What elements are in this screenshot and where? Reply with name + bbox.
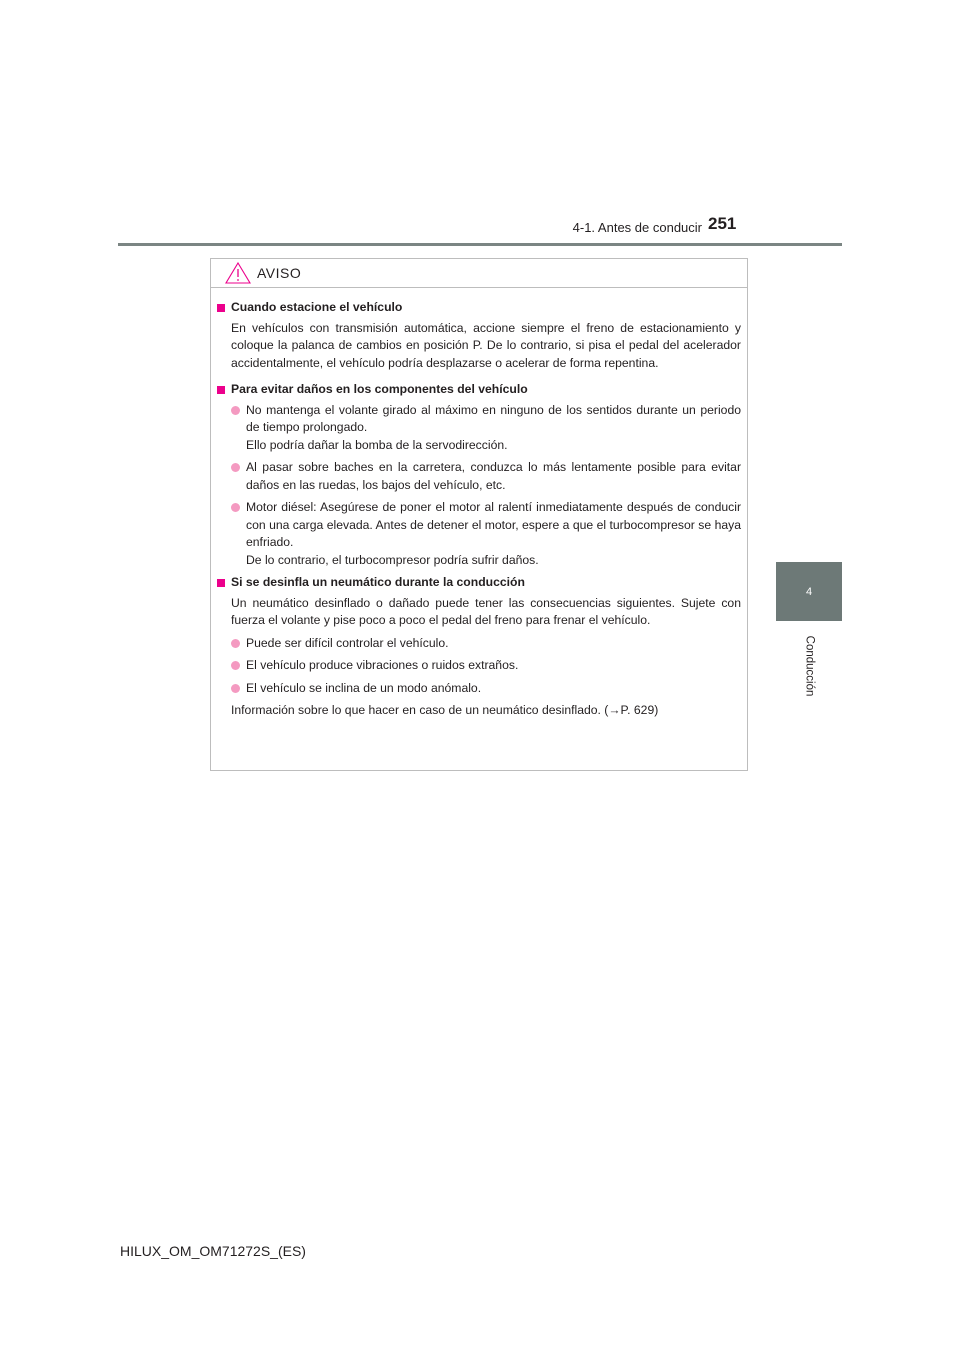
list-item-text: Motor diésel: Asegúrese de poner el motor al ralentí inmediatamente después de conducir con una carga elevada. Antes de detener el motor, espere a que el turbocompresor se haya enfriado. [246,500,741,549]
header-divider [118,243,842,246]
list-item-text: El vehículo produce vibraciones o ruidos extraños. [246,658,519,672]
section-heading [217,381,741,399]
list-item [217,657,741,675]
round-bullet-icon [231,684,240,693]
list-item-text: Al pasar sobre baches en la carretera, conduzca lo más lentamente posible para evitar daños en las ruedas, los bajos del vehículo, etc. [246,460,741,492]
chapter-label [776,626,842,706]
warning-box-title: AVISO [257,265,302,281]
section-heading-text: Para evitar daños en los componentes del vehículo [231,382,528,396]
round-bullet-icon [231,661,240,670]
cross-reference[interactable]: Información sobre lo que hacer en caso de un neumático desinflado. (→P. 629) [231,703,659,717]
list-item [217,499,741,569]
square-bullet-icon [217,386,225,394]
list-item [217,680,741,698]
list-item-text: No mantenga el volante girado al máximo en ninguno de los sentidos durante un periodo de tiempo prolongado. [246,402,741,434]
round-bullet-icon [231,639,240,648]
section-heading [217,299,741,317]
chapter-tab[interactable] [776,562,842,621]
warning-box-body [211,288,747,720]
paragraph: Un neumático desinflado o dañado puede tener las consecuencias siguientes. Sujete con fuerza el volante y pise poco a poco el pedal del freno para frenar el vehículo. [231,595,741,627]
section-title: 4-1. Antes de conducir [572,220,702,235]
warning-box [210,258,748,771]
warning-triangle-icon [225,262,251,284]
list-item [217,459,741,494]
round-bullet-icon [231,406,240,415]
section-heading-text: Cuando estacione el vehículo [231,300,403,314]
list-item-note: De lo contrario, el turbocompresor podría sufrir daños. [246,552,539,567]
chapter-title: Conducción [802,635,815,697]
square-bullet-icon [217,304,225,312]
list-item-text: Puede ser difícil controlar el vehículo. [246,635,449,650]
round-bullet-icon [231,463,240,472]
document-code: HILUX_OM_OM71272S_(ES) [120,1243,306,1259]
list-item [217,635,741,653]
list-item [217,402,741,455]
round-bullet-icon [231,503,240,512]
warning-box-header [211,259,747,288]
page-number: 251 [708,214,737,233]
paragraph: En vehículos con transmisión automática, accione siempre el freno de estacionamiento y coloque la palanca de cambios en posición P. De lo contrario, si pisa el pedal del acelerador accidentalmente, el vehículo podría desplazarse o acelerar de forma repentina. [231,320,741,370]
square-bullet-icon [217,579,225,587]
chapter-number: 4 [805,585,813,598]
section-heading-text: Si se desinfla un neumático durante la conducción [231,575,525,589]
list-item-text: El vehículo se inclina de un modo anómalo. [246,680,482,695]
section-heading [217,574,741,592]
list-item-note: Ello podría dañar la bomba de la servodirección. [246,437,508,452]
